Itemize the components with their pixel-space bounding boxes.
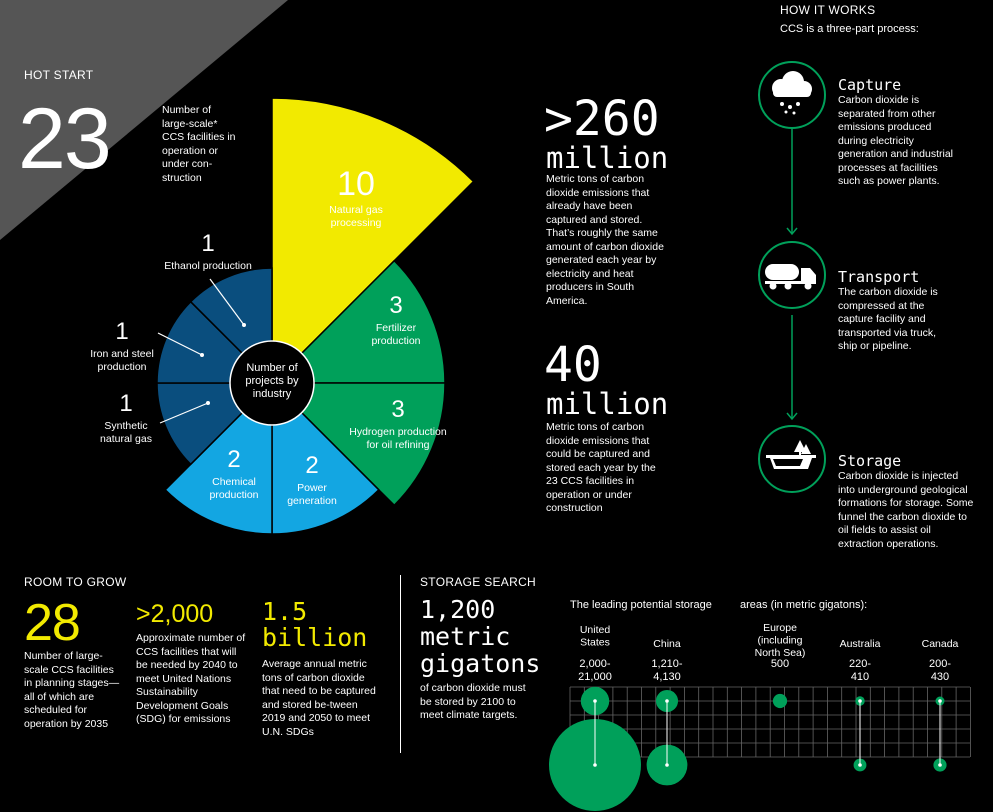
industry-polar-chart [90,50,540,560]
room-15-desc: Average annual metric tons of carbon dioxide that need to be captured and stored be-tween 2019 and 2050 to meet U.N. SDGs [262,658,376,738]
storage-value-5: 200-430 [928,658,952,683]
storage-value-4: 220-410 [848,658,872,683]
pie-value-7: 1 [115,318,129,345]
how-sub: CCS is a three-part process: [780,23,919,35]
storage-chart [540,615,993,812]
leader-ethanol-dot [242,323,246,327]
pie-label-4: Power generation [287,482,337,507]
step-capture-desc: Carbon dioxide is separated from other emissions produced during electricity generation and industrial processes at facilities such as power plants. [838,94,953,187]
storage-dot-high-2 [665,763,669,767]
storage-category-4: Australia [839,638,881,650]
step-transport-title: Transport [838,268,920,286]
room-billion: billion [262,623,368,652]
storage-dot-low-5 [938,699,942,703]
storage-big-2: metric [420,622,511,651]
storage-big-1: 1,200 [420,595,496,624]
step-transport-desc: The carbon dioxide is compressed at the capture facility and transported via truck, ship or pipeline. [838,286,938,352]
storage-chart-title-b: areas (in metric gigatons): [740,599,868,611]
stat-40-big: 40 [544,337,602,393]
room-2000-desc: Approximate number of CCS facilities that will be needed by 2040 to meet United Nations Sustainability Development Goals (SDG) for emissions [136,632,246,725]
room-heading: ROOM TO GROW [24,575,127,589]
storage-chart-title-a: The leading potential storage [570,599,712,611]
storage-category-5: Canada [921,638,959,650]
process-flow [740,50,850,510]
pie-label-5: Chemical production [209,476,259,501]
storage-big-3: gigatons [420,649,541,678]
storage-dot-high-1 [593,763,597,767]
pie-label-1: Natural gas processing [329,204,383,229]
hot-start-desc: Number of large-scale* CCS facilities in operation or under con-struction [162,104,236,184]
leader-iron-steel-dot [200,353,204,357]
storage-dot-low-1 [593,699,597,703]
pie-value-5: 2 [227,446,241,473]
storage-value-1: 2,000-21,000 [578,658,612,683]
stat-40-desc: Metric tons of carbon dioxide emissions that could be captured and stored each year by the 23 CCS facilities in operation or under construction [546,421,656,514]
pie-label-6: Synthetic natural gas [100,420,152,445]
storage-dot-high-5 [938,763,942,767]
pie-value-8: 1 [201,230,215,257]
pie-value-2: 3 [389,292,403,319]
pie-center-label: Number of projects by industry [245,362,299,400]
pie-label-7: Iron and steel production [90,348,154,373]
storage-category-1: United States [579,624,611,649]
storage-dot-low-4 [858,699,862,703]
leader-synthetic-dot [206,401,210,405]
storage-bubble-3 [773,694,787,708]
storage-dot-low-2 [665,699,669,703]
step-capture-title: Capture [838,76,902,94]
section-divider [400,575,401,753]
pie-value-3: 3 [391,396,405,423]
hot-start-heading: HOT START [24,68,94,82]
storage-value-2: 1,210-4,130 [651,658,683,683]
storage-desc: of carbon dioxide must be stored by 2100 to meet climate targets. [420,682,526,721]
storage-category-3: Europe (including North Sea) [754,622,806,659]
hot-start-number: 23 [18,91,110,187]
step-storage-title: Storage [838,452,902,470]
storage-category-2: China [653,638,681,650]
stat-260-unit: million [546,141,669,175]
room-15: 1.5 [262,597,308,626]
room-28-desc: Number of large-scale CCS facilities in planning stages—all of which are scheduled for operation by 2035 [24,650,120,730]
step-storage-desc: Carbon dioxide is injected into underground geological formations for storage. Some funnel the carbon dioxide to oil fields to assist oil extraction operations. [838,470,974,550]
stat-40-unit: million [546,387,669,421]
room-28: 28 [24,594,80,652]
room-2000: >2,000 [136,600,214,628]
stat-260-big: >260 [544,91,660,147]
storage-heading: STORAGE SEARCH [420,575,537,589]
pie-label-3: Hydrogen production for oil refining [349,426,447,451]
pie-label-8: Ethanol production [164,260,252,272]
storage-dot-high-4 [858,763,862,767]
pie-label-2: Fertilizer production [371,322,421,347]
stat-260-desc: Metric tons of carbon dioxide emissions that already have been captured and stored. That’s roughly the same amount of carbon dioxide generated each year by electricity and heat producers in South America. [546,173,664,307]
pie-value-1: 10 [337,165,375,203]
how-heading: HOW IT WORKS [780,3,876,17]
pie-value-6: 1 [119,390,133,417]
pie-value-4: 2 [305,452,319,479]
storage-value-3: 500 [770,658,790,670]
